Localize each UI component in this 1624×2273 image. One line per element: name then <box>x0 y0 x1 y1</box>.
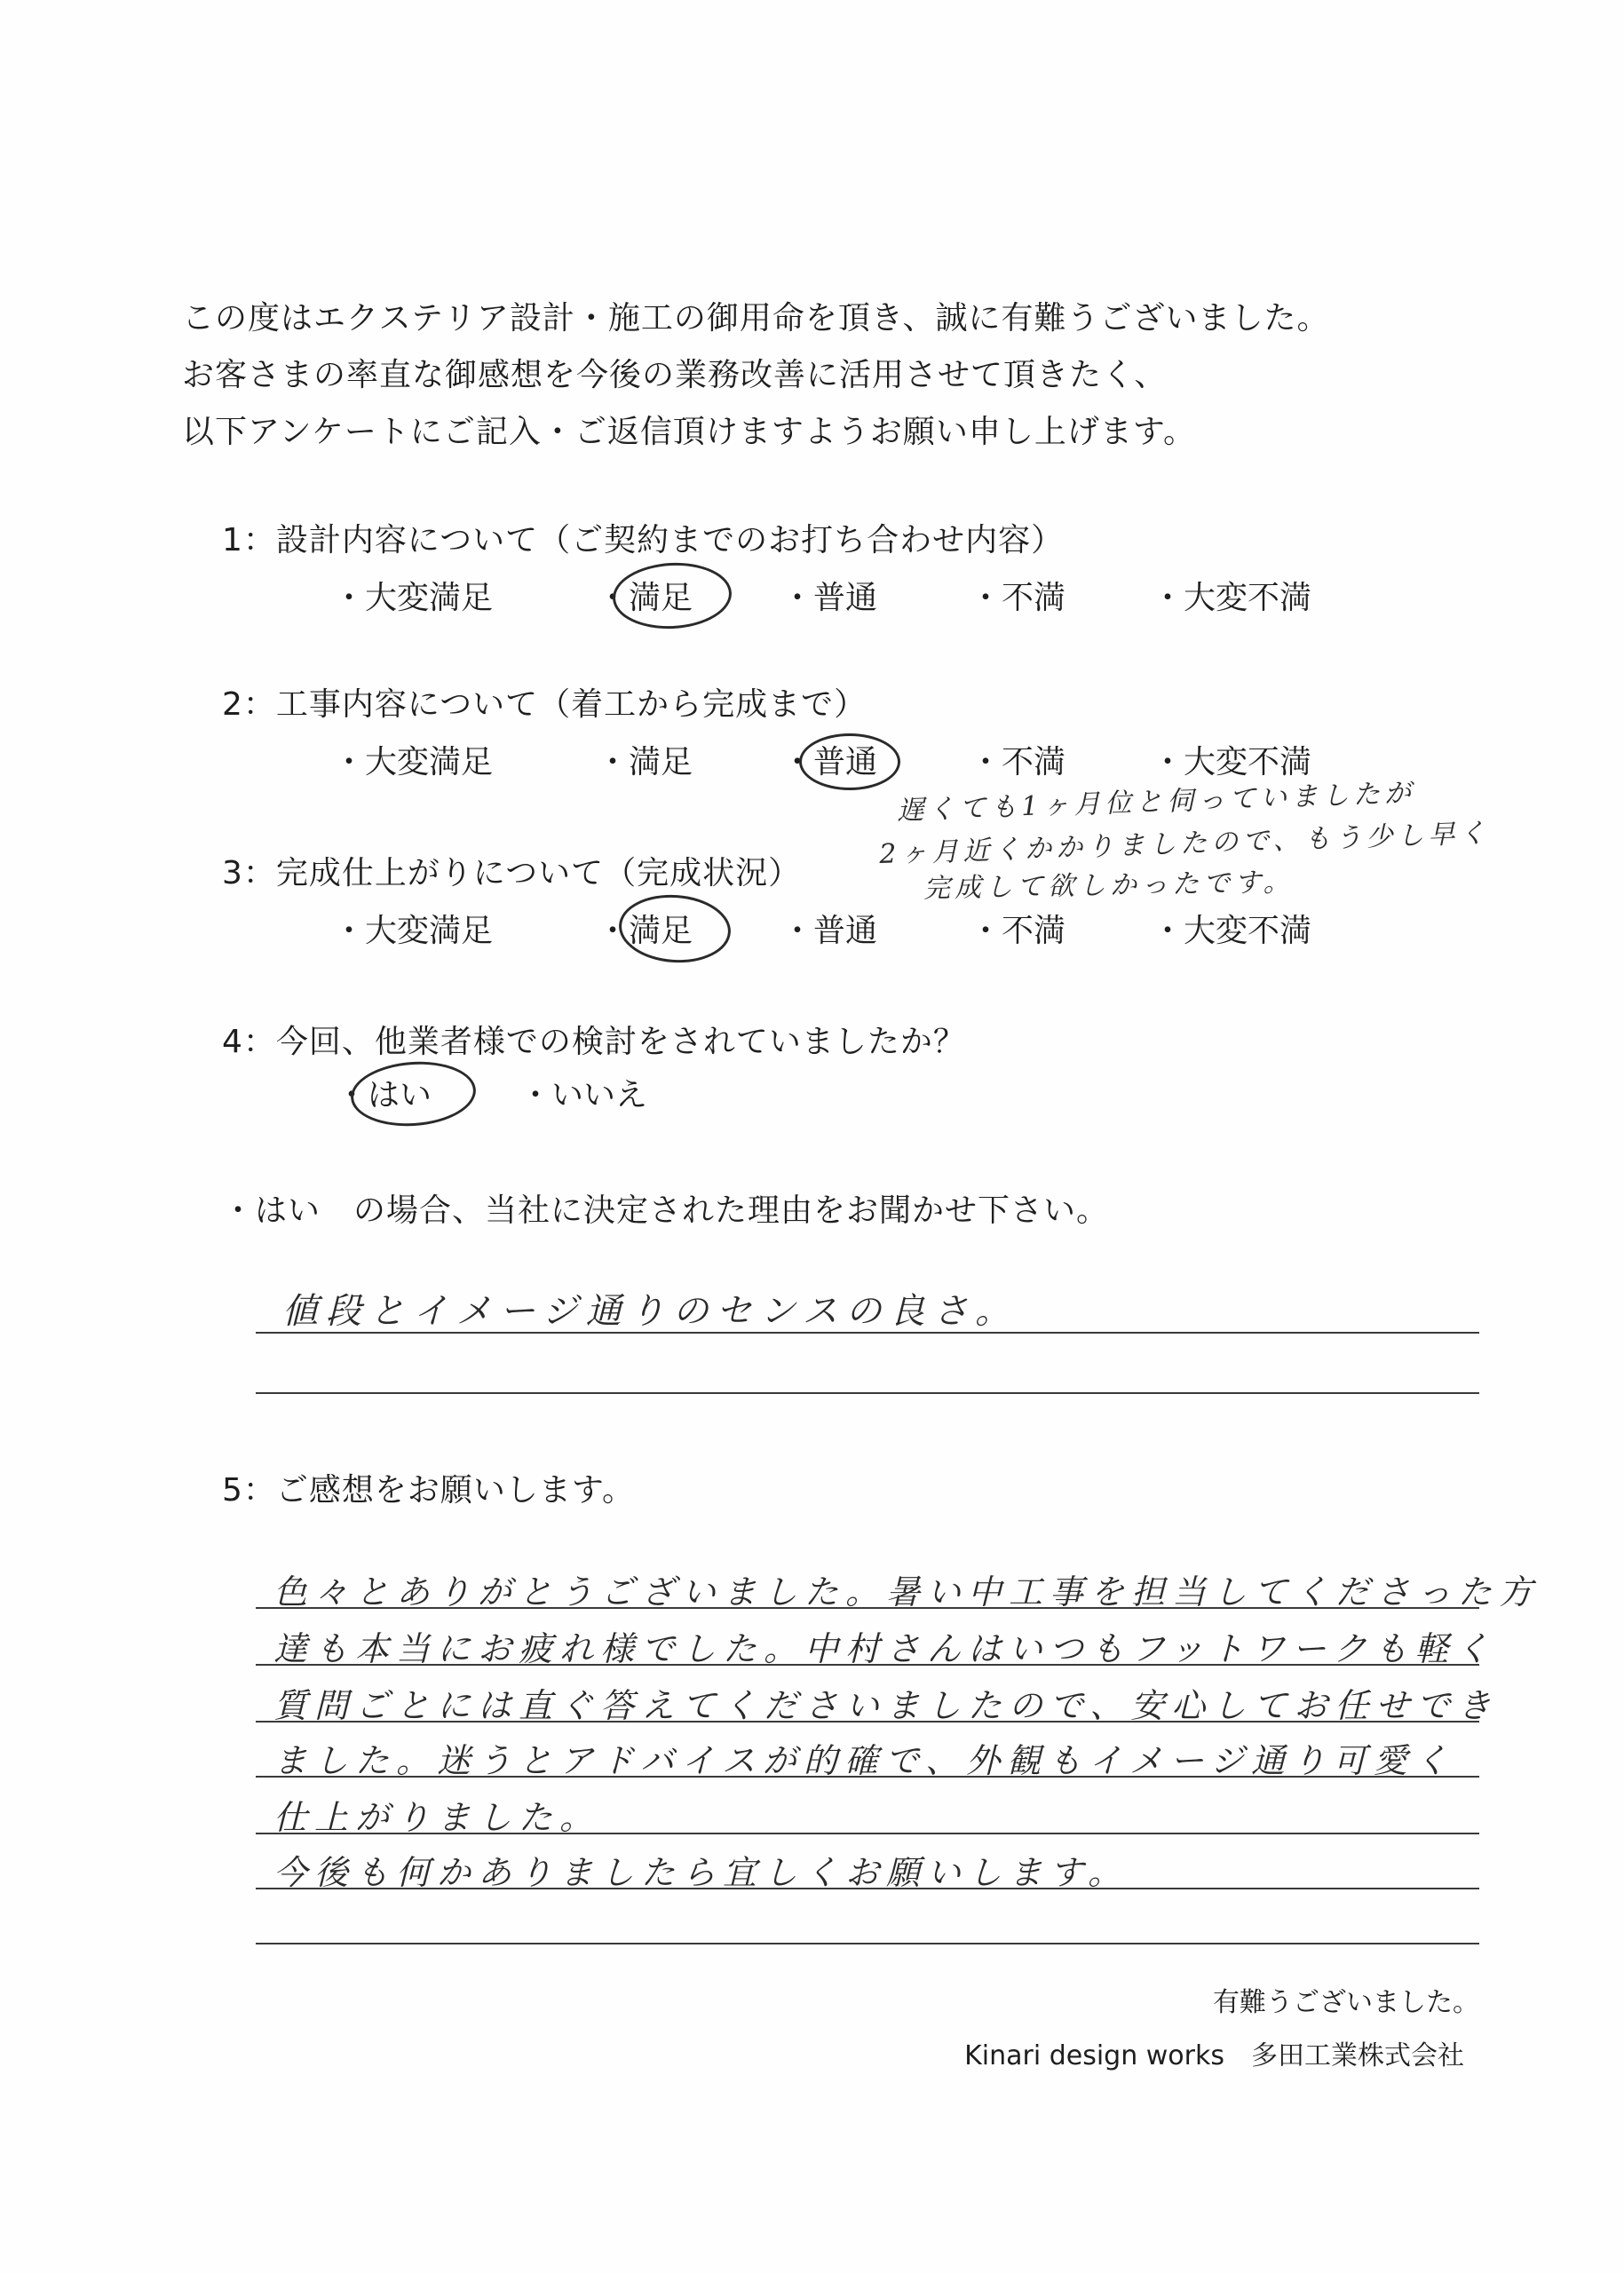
footer-thanks: 有難うございました。 <box>1213 1987 1479 2018</box>
reason-answer-line-1 <box>256 1332 1479 1334</box>
q4-option-no: ・いいえ <box>519 1077 648 1113</box>
q3-option-dissatisfied: ・不満 <box>970 913 1066 949</box>
question-3-label: 3：完成仕上がりについて（完成状況） <box>222 855 802 891</box>
question-4-label: 4：今回、他業者様での検討をされていましたか？ <box>222 1024 966 1060</box>
q2-option-dissatisfied: ・不満 <box>970 744 1066 780</box>
q3-option-very-satisfied: ・大変満足 <box>333 913 494 949</box>
q1-option-very-dissatisfied: ・大変不満 <box>1152 580 1312 616</box>
q1-option-normal: ・普通 <box>781 580 878 616</box>
q3-selection-circle <box>617 891 733 967</box>
comment-line-5: 仕上がりました。 <box>273 1798 601 1837</box>
reason-question-label: ・はい の場合、当社に決定された理由をお聞かせ下さい。 <box>222 1192 1110 1229</box>
q2-option-very-dissatisfied: ・大変不満 <box>1152 744 1312 780</box>
q2-option-normal: ・普通 <box>781 744 878 780</box>
footer-company: Kinari design works 多田工業株式会社 <box>964 2040 1464 2071</box>
question-2-label: 2：工事内容について（着工から完成まで） <box>222 686 867 723</box>
reason-answer-line-2 <box>256 1392 1479 1394</box>
comment-line-4: ました。迷うとアドバイスが的確で、外観もイメージ通り可愛く <box>273 1741 1455 1780</box>
q2-handwritten-note-line-3: 完成して欲しかったです。 <box>923 867 1295 905</box>
q3-option-very-dissatisfied: ・大変不満 <box>1152 913 1312 949</box>
comment-line-2: 達も本当にお疲れ様でした。中村さんはいつもフットワークも軽く <box>273 1629 1497 1668</box>
question-1-label: 1：設計内容について（ご契約までのお打ち合わせ内容） <box>222 522 1065 558</box>
q2-handwritten-note-line-1: 遅くても1ヶ月位と伺っていましたが <box>896 777 1416 828</box>
reason-handwritten-answer: 値段とイメージ通りのセンスの良さ。 <box>282 1291 1018 1332</box>
q2-option-very-satisfied: ・大変満足 <box>333 744 494 780</box>
intro-line-1: この度はエクステリア設計・施工の御用命を頂き、誠に有難うございました。 <box>182 300 1330 337</box>
q2-selection-circle <box>799 733 900 790</box>
intro-line-2: お客さまの率直な御感想を今後の業務改善に活用させて頂きたく、 <box>182 357 1168 393</box>
comment-rule-1 <box>256 1607 1479 1609</box>
comment-rule-2 <box>256 1664 1479 1666</box>
comment-rule-3 <box>256 1721 1479 1723</box>
comment-rule-5 <box>256 1833 1479 1834</box>
q4-option-yes: ・はい <box>336 1077 432 1113</box>
comment-rule-7 <box>256 1943 1479 1944</box>
q3-option-normal: ・普通 <box>781 913 878 949</box>
q1-option-satisfied: ・満足 <box>597 580 693 616</box>
comment-rule-4 <box>256 1776 1479 1778</box>
comment-line-1: 色々とありがとうございました。暑い中工事を担当してくださった方 <box>273 1572 1541 1612</box>
q2-handwritten-note-line-2: 2ヶ月近くかかりましたので、もう少し早く <box>878 817 1492 871</box>
q4-selection-circle <box>349 1057 479 1130</box>
q2-option-satisfied: ・満足 <box>597 744 693 780</box>
comment-line-3: 質問ごとには直ぐ答えてくださいましたので、安心してお任せでき <box>273 1686 1499 1725</box>
q1-selection-circle <box>611 560 733 632</box>
intro-line-3: 以下アンケートにご記入・ご返信頂けますようお願い申し上げます。 <box>182 414 1196 450</box>
comment-line-6: 今後も何かありましたら宜しくお願いします。 <box>273 1853 1129 1892</box>
question-5-label: 5：ご感想をお願いします。 <box>222 1472 636 1509</box>
q1-option-dissatisfied: ・不満 <box>970 580 1066 616</box>
comment-rule-6 <box>256 1888 1479 1889</box>
q1-option-very-satisfied: ・大変満足 <box>333 580 494 616</box>
q3-option-satisfied: ・満足 <box>597 913 693 949</box>
